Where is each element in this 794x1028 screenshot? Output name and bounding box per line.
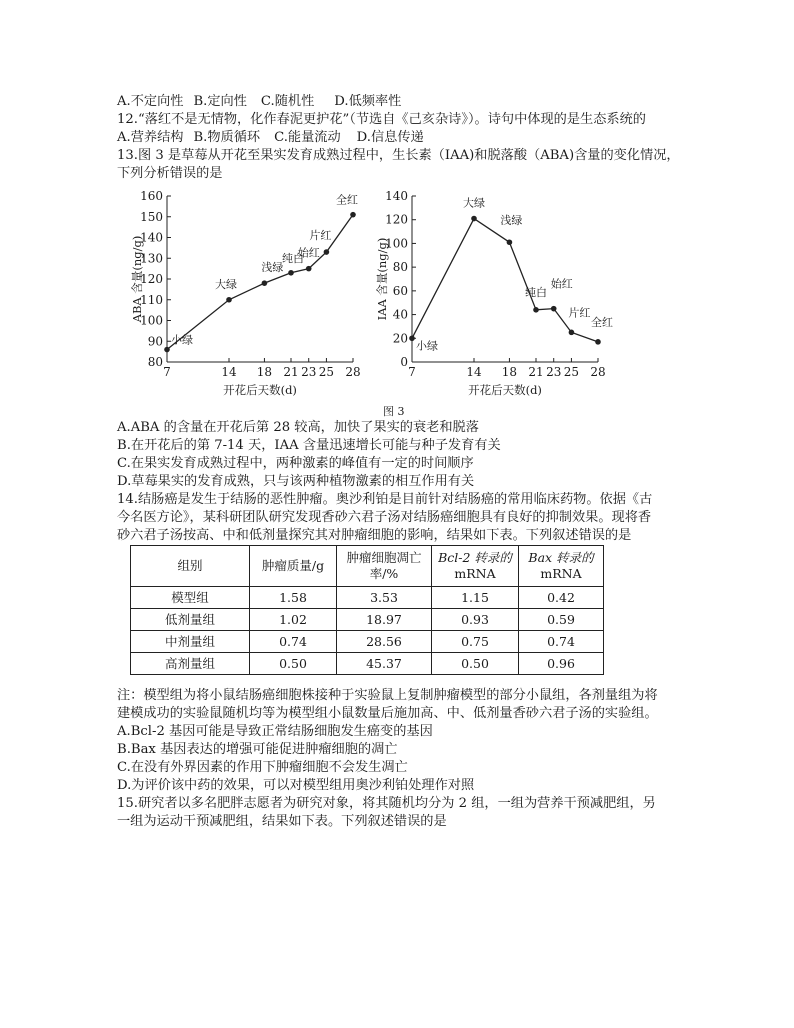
y-tick-label: 100 xyxy=(385,236,408,251)
cell-tumor-mass: 0.74 xyxy=(250,631,337,653)
y-tick-label: 140 xyxy=(385,189,408,203)
header-tumor-mass: 肿瘤质量/g xyxy=(250,546,337,587)
y-axis-title: IAA 含量(ng/g) xyxy=(375,237,389,321)
aba-chart xyxy=(125,188,375,398)
q15-stem-line1: 15.研究者以多名肥胖志愿者为研究对象，将其随机均分为 2 组，一组为营养干预减肥组，另 xyxy=(117,796,656,811)
cell-bax: 0.96 xyxy=(519,653,604,675)
q14-note-line2: 建模成功的实验鼠随机均等为模型组小鼠数量后施加高、中、低剂量香砂六君子汤的实验组。 xyxy=(117,706,658,721)
point-label: 纯白 xyxy=(282,251,304,265)
data-point xyxy=(306,266,312,272)
point-label: 纯白 xyxy=(525,285,547,299)
cell-group: 中剂量组 xyxy=(131,631,250,653)
cell-bcl2: 0.50 xyxy=(432,653,519,675)
cell-bax: 0.74 xyxy=(519,631,604,653)
data-point xyxy=(226,297,232,303)
q14-option-b: B.Bax 基因表达的增强可能促进肿瘤细胞的凋亡 xyxy=(117,742,398,757)
q13-option-d: D.草莓果实的发育成熟，只与该两种植物激素的相互作用有关 xyxy=(117,474,475,489)
data-point xyxy=(164,347,170,353)
data-point xyxy=(409,335,415,341)
cell-tumor-mass: 1.58 xyxy=(250,587,337,609)
cell-apoptosis-rate: 18.97 xyxy=(337,609,432,631)
data-point xyxy=(471,216,477,222)
q12-stem: 12.“落红不是无情物，化作春泥更护花”（节选自《己亥杂诗》）。诗句中体现的是生态系统的 xyxy=(117,112,646,127)
x-tick-label: 14 xyxy=(221,365,237,379)
cell-bcl2: 1.15 xyxy=(432,587,519,609)
header-apoptosis-rate: 肿瘤细胞凋亡 率/% xyxy=(337,546,432,587)
x-tick-label: 23 xyxy=(301,365,317,379)
x-tick-label: 21 xyxy=(283,365,299,379)
data-point xyxy=(507,239,513,245)
header-bcl2-mrna: Bcl-2 转录的 mRNA xyxy=(432,546,519,587)
q14-note-line1: 注：模型组为将小鼠结肠癌细胞株接种于实验鼠上复制肿瘤模型的部分小鼠组，各剂量组为将 xyxy=(117,688,658,703)
q13-option-a: A.ABA 的含量在开花后第 28 较高，加快了果实的衰老和脱落 xyxy=(117,420,479,435)
table-row xyxy=(131,609,604,631)
cell-bcl2: 0.93 xyxy=(432,609,519,631)
header-group: 组别 xyxy=(131,546,250,587)
results-table xyxy=(130,545,604,675)
data-point xyxy=(324,249,330,255)
y-tick-label: 150 xyxy=(140,209,163,224)
q12-option-d: D.信息传递 xyxy=(356,130,424,145)
x-tick-label: 28 xyxy=(590,365,606,379)
y-tick-label: 80 xyxy=(392,260,408,275)
data-point xyxy=(288,270,294,276)
iaa-chart xyxy=(370,188,620,398)
y-axis-title: ABA 含量(ng/g) xyxy=(130,235,144,323)
table-row xyxy=(131,587,604,609)
q14-option-a: A.Bcl-2 基因可能是导致正常结肠细胞发生癌变的基因 xyxy=(117,724,433,739)
point-label: 片红 xyxy=(309,229,332,243)
q14-stem-line2: 今名医方论》，某科研团队研究发现香砂六君子汤对结肠癌细胞具有良好的抑制效果。现将香 xyxy=(117,510,652,525)
q11-option-d: D.低频率性 xyxy=(334,94,402,109)
y-tick-label: 20 xyxy=(392,331,408,346)
cell-tumor-mass: 0.50 xyxy=(250,653,337,675)
point-label: 小绿 xyxy=(171,333,193,347)
cell-apoptosis-rate: 45.37 xyxy=(337,653,432,675)
y-tick-label: 60 xyxy=(392,283,408,298)
cell-bcl2: 0.75 xyxy=(432,631,519,653)
y-tick-label: 120 xyxy=(385,212,408,227)
y-tick-label: 80 xyxy=(147,355,163,369)
point-label: 始红 xyxy=(550,277,573,291)
header-bax-mrna: Bax 转录的 mRNA xyxy=(519,546,604,587)
q11-option-a: A.不定向性 xyxy=(117,94,184,109)
q12-options xyxy=(117,130,424,146)
x-tick-label: 7 xyxy=(163,365,171,379)
q13-option-c: C.在果实发育成熟过程中，两种激素的峰值有一定的时间顺序 xyxy=(117,456,474,471)
x-tick-label: 23 xyxy=(546,365,562,379)
y-tick-label: 100 xyxy=(140,313,163,328)
figure-caption: 图 3 xyxy=(383,405,405,418)
cell-group: 高剂量组 xyxy=(131,653,250,675)
point-label: 全红 xyxy=(336,193,358,207)
cell-bax: 0.42 xyxy=(519,587,604,609)
point-label: 小绿 xyxy=(416,339,438,353)
cell-group: 模型组 xyxy=(131,587,250,609)
y-tick-label: 40 xyxy=(392,307,408,322)
x-tick-label: 21 xyxy=(528,365,544,379)
q14-stem-line1: 14.结肠癌是发生于结肠的恶性肿瘤。奥沙利铂是目前针对结肠癌的常用临床药物。依据《古 xyxy=(117,492,653,507)
data-point xyxy=(262,280,268,286)
data-point xyxy=(569,330,575,336)
q11-option-c: C.随机性 xyxy=(260,94,315,109)
point-label: 大绿 xyxy=(463,196,485,210)
q13-option-b: B.在开花后的第 7-14 天，IAA 含量迅速增长可能与种子发育有关 xyxy=(117,438,501,453)
point-label: 大绿 xyxy=(215,277,237,291)
data-point xyxy=(551,306,557,312)
q13-stem-line2: 下列分析错误的是 xyxy=(117,166,223,181)
cell-apoptosis-rate: 3.53 xyxy=(337,587,432,609)
x-axis-title: 开花后天数(d) xyxy=(468,383,542,397)
data-point xyxy=(533,307,539,313)
cell-bax: 0.59 xyxy=(519,609,604,631)
data-point xyxy=(350,212,356,218)
data-point xyxy=(595,339,601,345)
q15-stem-line2: 一组为运动干预减肥组，结果如下表。下列叙述错误的是 xyxy=(117,814,447,829)
y-tick-label: 140 xyxy=(140,230,163,245)
q13-stem-line1: 13.图 3 是草莓从开花至果实发育成熟过程中，生长素（IAA)和脱落酸（ABA)含量的变化情况， xyxy=(117,148,680,163)
cell-tumor-mass: 1.02 xyxy=(250,609,337,631)
q12-option-b: B.物质循环 xyxy=(193,130,261,145)
q14-option-d: D.为评价该中药的效果，可以对模型组用奥沙利铂处理作对照 xyxy=(117,778,475,793)
x-tick-label: 28 xyxy=(345,365,361,379)
x-tick-label: 18 xyxy=(256,365,273,379)
table-row xyxy=(131,653,604,675)
table-header-row xyxy=(131,546,604,587)
x-tick-label: 25 xyxy=(318,365,335,379)
q14-stem-line3: 砂六君子汤按高、中和低剂量探究其对肿瘤细胞的影响，结果如下表。下列叙述错误的是 xyxy=(117,528,632,543)
y-tick-label: 110 xyxy=(140,292,163,307)
point-label: 始红 xyxy=(297,246,320,260)
cell-apoptosis-rate: 28.56 xyxy=(337,631,432,653)
x-tick-label: 14 xyxy=(466,365,482,379)
x-tick-label: 25 xyxy=(563,365,580,379)
y-tick-label: 90 xyxy=(147,334,163,349)
x-tick-label: 7 xyxy=(408,365,416,379)
point-label: 片红 xyxy=(568,306,591,320)
q14-option-c: C.在没有外界因素的作用下肿瘤细胞不会发生凋亡 xyxy=(117,760,408,775)
q11-option-b: B.定向性 xyxy=(193,94,247,109)
y-tick-label: 120 xyxy=(140,272,163,286)
x-tick-label: 18 xyxy=(501,365,518,379)
point-label: 浅绿 xyxy=(500,214,523,228)
point-label: 浅绿 xyxy=(261,261,284,275)
table-row xyxy=(131,631,604,653)
point-label: 全红 xyxy=(591,315,613,329)
y-tick-label: 0 xyxy=(400,355,408,369)
cell-group: 低剂量组 xyxy=(131,609,250,631)
q12-option-a: A.营养结构 xyxy=(117,130,184,145)
q11-options xyxy=(117,94,401,110)
x-axis-title: 开花后天数(d) xyxy=(223,383,297,397)
q12-option-c: C.能量流动 xyxy=(274,130,341,145)
y-tick-label: 160 xyxy=(140,189,163,203)
y-tick-label: 130 xyxy=(140,251,163,266)
